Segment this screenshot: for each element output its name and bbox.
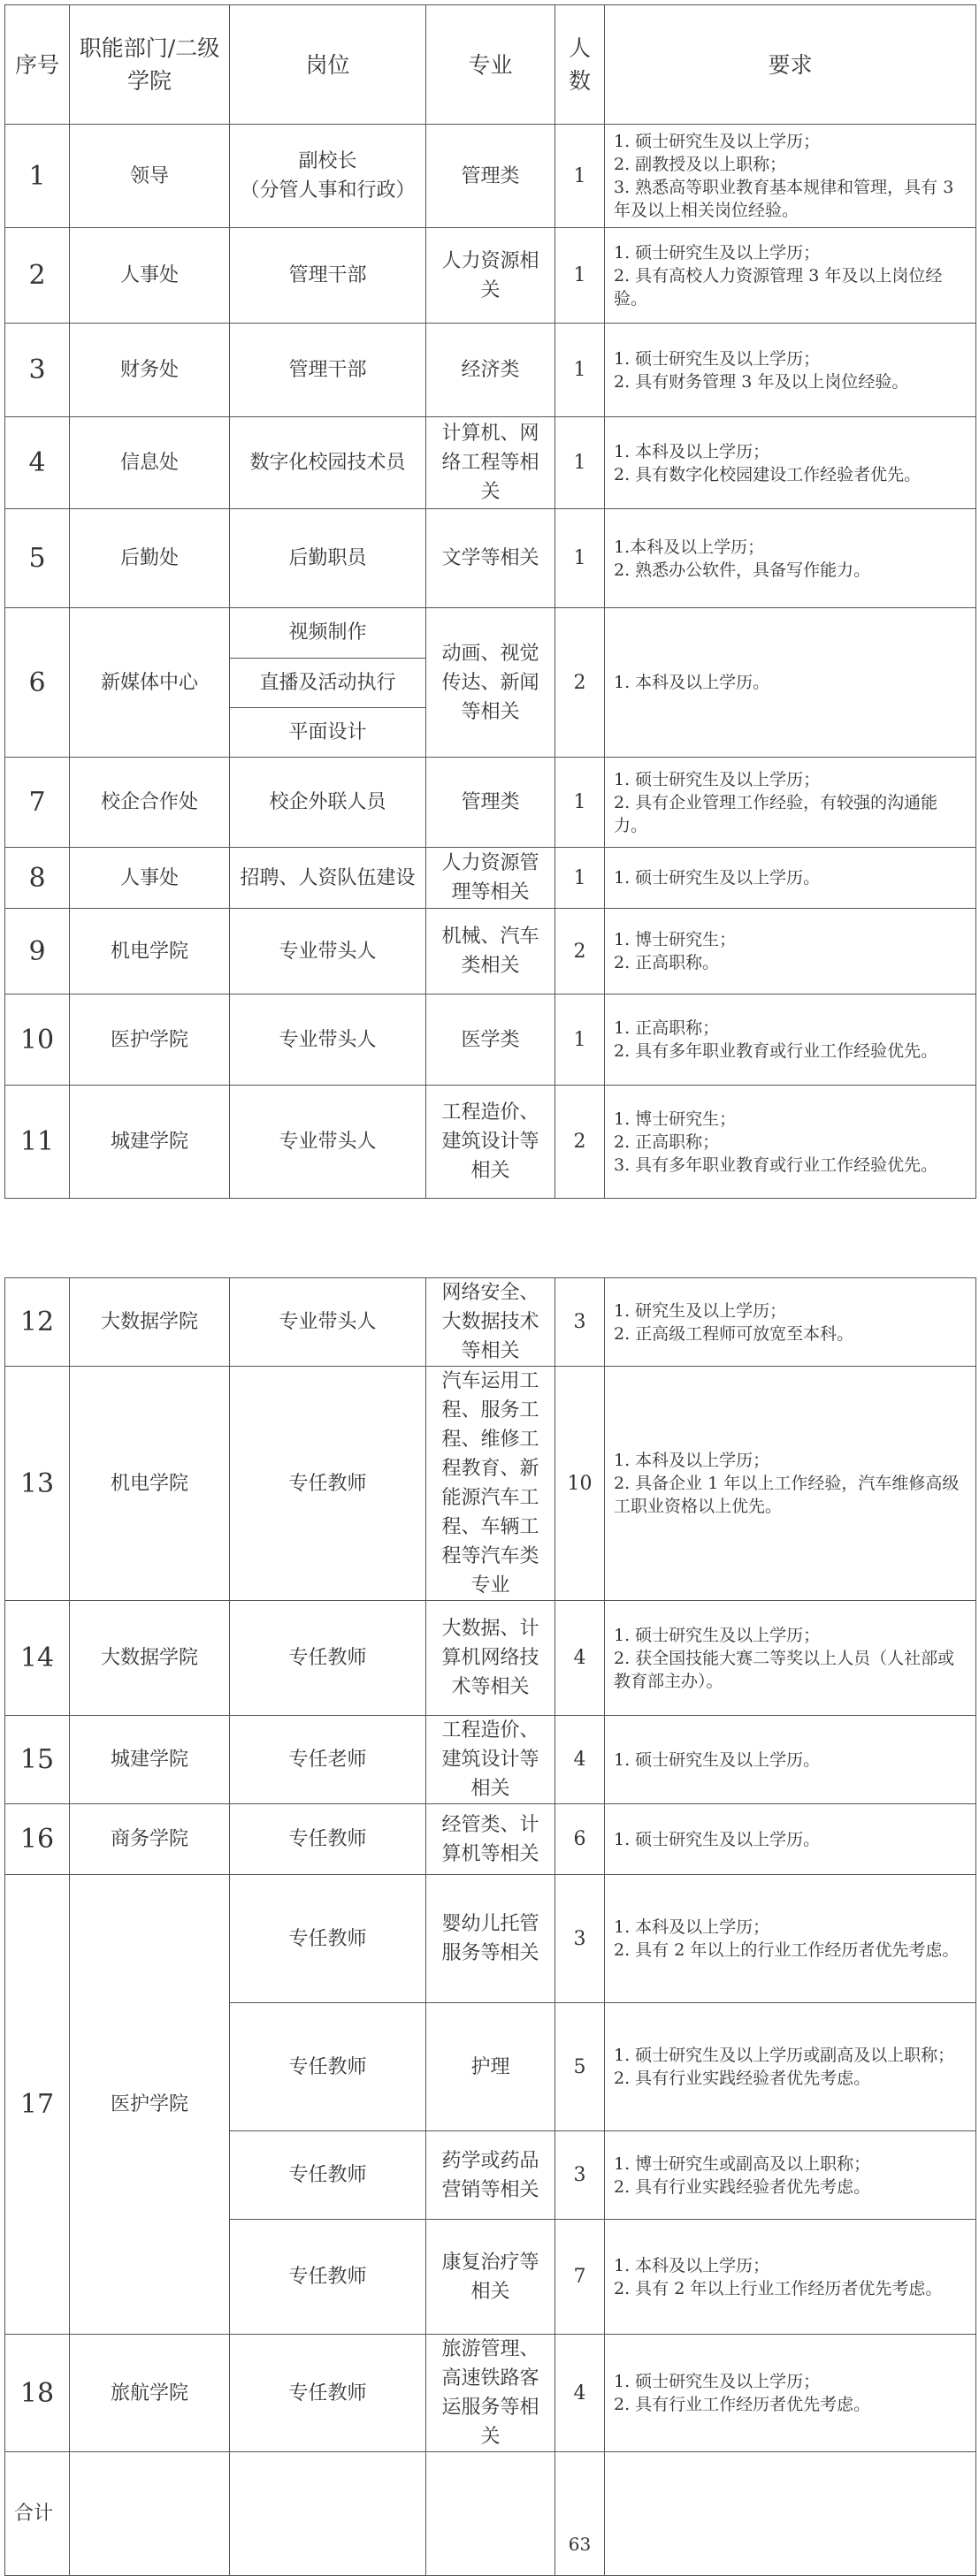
row-seq: 12 xyxy=(5,1278,70,1367)
row-requirements: 1. 本科及以上学历； 2. 具有 2 年以上的行业工作经历者优先考虑。 xyxy=(605,1875,976,2003)
row-position: 专任老师 xyxy=(230,1716,426,1804)
row-requirements: 1. 硕士研究生及以上学历； 2. 获全国技能大赛二等奖以上人员（人社部或教育部主办）。 xyxy=(605,1601,976,1716)
row-requirements: 1. 博士研究生； 2. 正高职称； 3. 具有多年职业教育或行业工作经验优先。 xyxy=(605,1086,976,1199)
row-count: 1 xyxy=(555,324,605,417)
row-major: 工程造价、建筑设计等相关 xyxy=(426,1086,555,1199)
row-requirements: 1. 硕士研究生及以上学历或副高及以上职称； 2. 具有行业实践经验者优先考虑。 xyxy=(605,2003,976,2131)
row-requirements: 1. 本科及以上学历； 2. 具备企业 1 年以上工作经验，汽车维修高级工职业资格以上优先。 xyxy=(605,1367,976,1601)
row-position: 数字化校园技术员 xyxy=(230,417,426,509)
row-position: 专业带头人 xyxy=(230,995,426,1086)
row-dept: 大数据学院 xyxy=(70,1601,230,1716)
row-dept: 人事处 xyxy=(70,848,230,909)
row-position-item: 视频制作 xyxy=(288,621,367,644)
table-row xyxy=(5,1875,976,2003)
row-seq: 1 xyxy=(5,125,70,228)
table-row xyxy=(5,909,976,995)
row-major: 网络安全、大数据技术等相关 xyxy=(426,1278,555,1367)
table-row xyxy=(5,1278,976,1367)
row-dept: 医护学院 xyxy=(70,995,230,1086)
row-count: 1 xyxy=(555,995,605,1086)
row-major: 工程造价、建筑设计等相关 xyxy=(426,1716,555,1804)
total-empty xyxy=(230,2452,426,2576)
total-label: 合计 xyxy=(5,2452,70,2576)
row-major: 人力资源相关 xyxy=(426,228,555,324)
row-seq: 6 xyxy=(5,608,70,758)
row-requirements: 1. 硕士研究生及以上学历； 2. 副教授及以上职称； 3. 熟悉高等职业教育基本规律和管理，具有 3 年及以上相关岗位经验。 xyxy=(605,125,976,228)
row-count: 1 xyxy=(555,509,605,608)
row-dept: 领导 xyxy=(70,125,230,228)
row-requirements: 1. 硕士研究生及以上学历。 xyxy=(605,1804,976,1875)
row-requirements: 1. 博士研究生； 2. 正高职称。 xyxy=(605,909,976,995)
row-count: 4 xyxy=(555,1601,605,1716)
row-positions xyxy=(230,608,426,758)
row-seq: 10 xyxy=(5,995,70,1086)
table-row xyxy=(5,758,976,848)
row-seq: 16 xyxy=(5,1804,70,1875)
row-position: 副校长 （分管人事和行政） xyxy=(230,125,426,228)
row-major: 文学等相关 xyxy=(426,509,555,608)
row-position: 专任教师 xyxy=(230,2335,426,2452)
row-requirements: 1. 硕士研究生及以上学历； 2. 具有财务管理 3 年及以上岗位经验。 xyxy=(605,324,976,417)
total-empty xyxy=(426,2452,555,2576)
row-dept: 人事处 xyxy=(70,228,230,324)
recruitment-table-part2 xyxy=(4,1277,976,2576)
row-requirements: 1. 本科及以上学历； 2. 具有 2 年以上行业工作经历者优先考虑。 xyxy=(605,2220,976,2335)
row-position: 专业带头人 xyxy=(230,1086,426,1199)
row-count: 2 xyxy=(555,909,605,995)
row-requirements: 1. 硕士研究生及以上学历； 2. 具有企业管理工作经验，有较强的沟通能力。 xyxy=(605,758,976,848)
row-seq: 13 xyxy=(5,1367,70,1601)
row-seq: 11 xyxy=(5,1086,70,1199)
header-major: 专业 xyxy=(426,5,555,125)
row-count: 5 xyxy=(555,2003,605,2131)
row-position: 专任教师 xyxy=(230,2131,426,2220)
row-major: 康复治疗等相关 xyxy=(426,2220,555,2335)
row-dept: 商务学院 xyxy=(70,1804,230,1875)
row-major: 婴幼儿托管服务等相关 xyxy=(426,1875,555,2003)
header-seq: 序号 xyxy=(5,5,70,125)
row-requirements: 1.本科及以上学历； 2. 熟悉办公软件，具备写作能力。 xyxy=(605,509,976,608)
row-dept: 信息处 xyxy=(70,417,230,509)
row-dept: 校企合作处 xyxy=(70,758,230,848)
row-major: 医学类 xyxy=(426,995,555,1086)
row-position: 专任教师 xyxy=(230,1367,426,1601)
row-major: 人力资源管理等相关 xyxy=(426,848,555,909)
table-row xyxy=(5,228,976,324)
row-seq: 9 xyxy=(5,909,70,995)
recruitment-table-part1 xyxy=(4,4,976,1199)
row-count: 1 xyxy=(555,125,605,228)
row-count: 2 xyxy=(555,608,605,758)
table-row xyxy=(5,995,976,1086)
row-requirements: 1. 研究生及以上学历； 2. 正高级工程师可放宽至本科。 xyxy=(605,1278,976,1367)
row-count: 1 xyxy=(555,417,605,509)
row-dept: 机电学院 xyxy=(70,1367,230,1601)
row-position: 管理干部 xyxy=(230,324,426,417)
row-dept: 旅航学院 xyxy=(70,2335,230,2452)
row-seq: 14 xyxy=(5,1601,70,1716)
total-empty xyxy=(70,2452,230,2576)
row-major: 计算机、网络工程等相关 xyxy=(426,417,555,509)
row-count: 3 xyxy=(555,1278,605,1367)
total-count: 63 xyxy=(555,2452,605,2576)
row-seq: 4 xyxy=(5,417,70,509)
row-major: 机械、汽车类相关 xyxy=(426,909,555,995)
row-requirements: 1. 硕士研究生及以上学历。 xyxy=(605,848,976,909)
row-position: 专业带头人 xyxy=(230,1278,426,1367)
row-seq: 8 xyxy=(5,848,70,909)
row-seq: 2 xyxy=(5,228,70,324)
row-count: 1 xyxy=(555,848,605,909)
row-count: 10 xyxy=(555,1367,605,1601)
table-row xyxy=(5,1601,976,1716)
row-count: 1 xyxy=(555,228,605,324)
table-row xyxy=(5,608,976,758)
row-dept: 新媒体中心 xyxy=(70,608,230,758)
row-requirements: 1. 本科及以上学历。 xyxy=(605,608,976,758)
row-position-item: 直播及活动执行 xyxy=(230,658,425,707)
table-row xyxy=(5,125,976,228)
row-major: 旅游管理、高速铁路客运服务等相关 xyxy=(426,2335,555,2452)
row-dept: 医护学院 xyxy=(70,1875,230,2335)
row-position: 专任教师 xyxy=(230,1875,426,2003)
row-count: 4 xyxy=(555,1716,605,1804)
row-position: 管理干部 xyxy=(230,228,426,324)
row-seq: 18 xyxy=(5,2335,70,2452)
row-position: 专任教师 xyxy=(230,1804,426,1875)
row-position-item: 平面设计 xyxy=(230,707,425,757)
row-major: 大数据、计算机网络技术等相关 xyxy=(426,1601,555,1716)
row-seq: 3 xyxy=(5,324,70,417)
row-count: 3 xyxy=(555,1875,605,2003)
row-position: 专业带头人 xyxy=(230,909,426,995)
row-seq: 5 xyxy=(5,509,70,608)
table-row xyxy=(5,848,976,909)
total-row xyxy=(5,2452,976,2576)
row-position: 后勤职员 xyxy=(230,509,426,608)
row-dept: 大数据学院 xyxy=(70,1278,230,1367)
row-major: 护理 xyxy=(426,2003,555,2131)
row-major: 管理类 xyxy=(426,758,555,848)
table-row xyxy=(5,509,976,608)
table-row xyxy=(5,1086,976,1199)
row-requirements: 1. 本科及以上学历； 2. 具有数字化校园建设工作经验者优先。 xyxy=(605,417,976,509)
row-dept: 城建学院 xyxy=(70,1716,230,1804)
header-position: 岗位 xyxy=(230,5,426,125)
total-empty xyxy=(605,2452,976,2576)
row-major: 经济类 xyxy=(426,324,555,417)
row-requirements: 1. 硕士研究生及以上学历； 2. 具有行业工作经历者优先考虑。 xyxy=(605,2335,976,2452)
row-position: 专任教师 xyxy=(230,2003,426,2131)
header-row xyxy=(5,5,976,125)
row-major: 经管类、计算机等相关 xyxy=(426,1804,555,1875)
row-requirements: 1. 硕士研究生及以上学历； 2. 具有高校人力资源管理 3 年及以上岗位经验。 xyxy=(605,228,976,324)
table-row xyxy=(5,324,976,417)
row-dept: 机电学院 xyxy=(70,909,230,995)
row-major: 动画、视觉传达、新闻等相关 xyxy=(426,608,555,758)
row-count: 7 xyxy=(555,2220,605,2335)
row-major: 汽车运用工程、服务工程、维修工程教育、新能源汽车工程、车辆工程等汽车类专业 xyxy=(426,1367,555,1601)
table-row xyxy=(5,2335,976,2452)
row-seq: 7 xyxy=(5,758,70,848)
row-major: 药学或药品营销等相关 xyxy=(426,2131,555,2220)
header-requirements: 要求 xyxy=(605,5,976,125)
row-seq: 17 xyxy=(5,1875,70,2335)
row-count: 2 xyxy=(555,1086,605,1199)
row-major: 管理类 xyxy=(426,125,555,228)
header-dept: 职能部门/二级学院 xyxy=(70,5,230,125)
row-count: 1 xyxy=(555,758,605,848)
row-dept: 城建学院 xyxy=(70,1086,230,1199)
row-count: 6 xyxy=(555,1804,605,1875)
row-position: 专任教师 xyxy=(230,2220,426,2335)
row-requirements: 1. 博士研究生或副高及以上职称； 2. 具有行业实践经验者优先考虑。 xyxy=(605,2131,976,2220)
row-count: 3 xyxy=(555,2131,605,2220)
row-dept: 后勤处 xyxy=(70,509,230,608)
table-row xyxy=(5,417,976,509)
row-position: 校企外联人员 xyxy=(230,758,426,848)
table-row xyxy=(5,1804,976,1875)
row-seq: 15 xyxy=(5,1716,70,1804)
row-position: 招聘、人资队伍建设 xyxy=(230,848,426,909)
table-row xyxy=(5,1716,976,1804)
row-position: 专任教师 xyxy=(230,1601,426,1716)
table-row xyxy=(5,1367,976,1601)
row-dept: 财务处 xyxy=(70,324,230,417)
row-requirements: 1. 正高职称； 2. 具有多年职业教育或行业工作经验优先。 xyxy=(605,995,976,1086)
row-requirements: 1. 硕士研究生及以上学历。 xyxy=(605,1716,976,1804)
row-count: 4 xyxy=(555,2335,605,2452)
header-count: 人数 xyxy=(555,5,605,125)
